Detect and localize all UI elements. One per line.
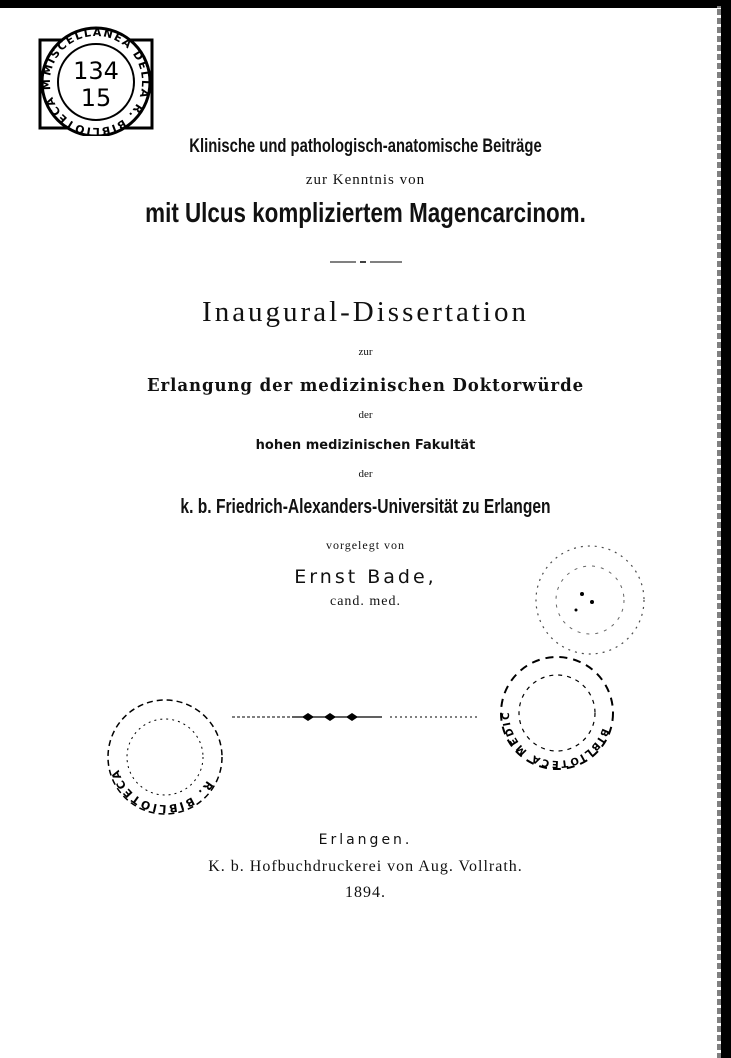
- ornament-line: [326, 257, 406, 267]
- imprint-year: 1894.: [345, 884, 386, 901]
- author-name: Ernst Bade,: [294, 566, 437, 588]
- library-stamp-right-upper: [520, 540, 650, 660]
- stamp-left-graphic: [100, 695, 230, 820]
- text-der-1: der: [358, 409, 373, 421]
- title-line-3: mit Ulcus kompliziertem Magencarcinom.: [145, 197, 586, 228]
- stamp-right-ring-text: BIBLIOTECA MEDIC: [500, 710, 611, 770]
- faculty-name: hohen medizinischen Fakultät: [255, 438, 476, 453]
- title-line-2: zur Kenntnis von: [305, 172, 426, 188]
- stamp-number-bottom: 15: [80, 84, 112, 112]
- imprint-printer: K. b. Hofbuchdruckerei von Aug. Vollrath.: [208, 858, 523, 875]
- library-stamp-graphic: [30, 24, 162, 136]
- ornament-divider-bottom: [232, 709, 480, 723]
- stamp-right-graphic: [496, 652, 618, 774]
- imprint-city: Erlangen.: [318, 832, 413, 848]
- stamp-right-upper-graphic: [520, 540, 650, 660]
- author-title: cand. med.: [329, 594, 402, 609]
- scan-edge-top: [0, 0, 731, 8]
- text-zur: zur: [358, 346, 373, 358]
- text-der-2: der: [358, 468, 373, 480]
- stamp-ring-text: MISCELLANEA DELLA R. BIBLIOTECA M: [39, 25, 153, 136]
- stamp-left-ring-text: R. BIBLIOTECA: [108, 766, 216, 816]
- dissertation-purpose: Erlangung der medizinischen Doktorwürde: [146, 375, 585, 396]
- library-stamp-top: [30, 24, 162, 136]
- library-stamp-left: [100, 695, 230, 820]
- presented-by: vorgelegt von: [325, 538, 406, 552]
- university-name: k. b. Friedrich-Alexanders-Universität zu Erlangen: [180, 496, 551, 518]
- title-line-1: Klinische und pathologisch-anatomische Beiträge: [189, 136, 542, 157]
- ornament-line-bottom: [232, 710, 480, 724]
- dissertation-heading: Inaugural-Dissertation: [202, 296, 529, 328]
- ornament-divider-top: [0, 252, 731, 271]
- library-stamp-right: [496, 652, 618, 774]
- stamp-number-top: 134: [73, 57, 119, 85]
